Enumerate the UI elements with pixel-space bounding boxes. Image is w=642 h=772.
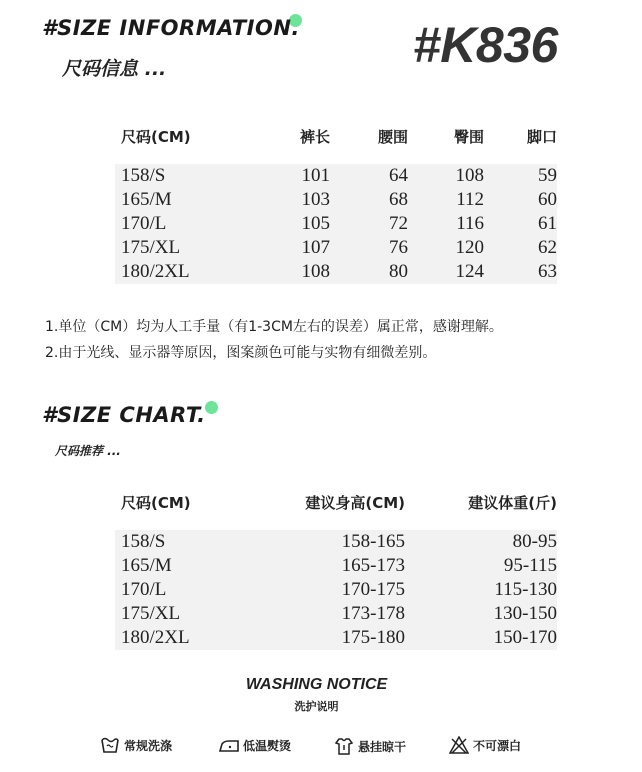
- size-information-subtitle: 尺码信息 ...: [62, 58, 167, 80]
- value-cell: 60: [484, 188, 557, 212]
- no-bleach-icon: [449, 736, 469, 754]
- table-row: [115, 602, 557, 626]
- value-cell: 62: [484, 236, 557, 260]
- care-label: 悬挂晾干: [358, 739, 407, 754]
- value-cell: 124: [408, 260, 484, 284]
- table-row: [115, 554, 557, 578]
- col-header: 尺码(CM): [121, 493, 191, 512]
- size-cell: 175/XL: [115, 236, 265, 260]
- col-header: 脚口: [526, 127, 557, 146]
- weight-cell: 150-170: [405, 626, 557, 650]
- value-cell: 80: [330, 260, 408, 284]
- recommend-table-header: [115, 490, 557, 514]
- value-cell: 72: [330, 212, 408, 236]
- care-item-no-bleach: [449, 736, 521, 754]
- value-cell: 68: [330, 188, 408, 212]
- weight-cell: 115-130: [405, 578, 557, 602]
- weight-cell: 95-115: [405, 554, 557, 578]
- table-row: [115, 188, 557, 212]
- height-cell: 173-178: [265, 602, 405, 626]
- care-item-iron: [219, 736, 291, 754]
- height-cell: 158-165: [265, 530, 405, 554]
- table-row: [115, 164, 557, 188]
- value-cell: 108: [408, 164, 484, 188]
- table-row: [115, 212, 557, 236]
- value-cell: 61: [484, 212, 557, 236]
- value-cell: 105: [265, 212, 330, 236]
- care-label: 不可漂白: [473, 738, 522, 753]
- care-label: 低温熨烫: [243, 738, 292, 753]
- value-cell: 120: [408, 236, 484, 260]
- size-cell: 170/L: [115, 212, 265, 236]
- size-cell: 180/2XL: [115, 260, 265, 284]
- value-cell: 103: [265, 188, 330, 212]
- value-cell: 76: [330, 236, 408, 260]
- value-cell: 59: [484, 164, 557, 188]
- weight-cell: 80-95: [405, 530, 557, 554]
- iron-icon: [219, 736, 239, 754]
- size-cell: 158/S: [115, 164, 265, 188]
- table-row: [115, 626, 557, 650]
- measurement-note: 1.单位（CM）均为人工手量（有1-3CM左右的误差）属正常，感谢理解。: [45, 319, 503, 335]
- value-cell: 112: [408, 188, 484, 212]
- size-table-header: [115, 124, 557, 148]
- size-information-title: #SIZE INFORMATION.: [42, 16, 300, 40]
- table-row: [115, 578, 557, 602]
- size-cell: 165/M: [115, 188, 265, 212]
- washing-notice-title: WASHING NOTICE: [245, 676, 388, 693]
- col-header: 建议体重(斤): [468, 493, 557, 512]
- value-cell: 108: [265, 260, 330, 284]
- wash-tub-icon: [100, 736, 120, 754]
- product-code: #K836: [413, 17, 558, 73]
- size-cell: 165/M: [115, 554, 265, 578]
- recommend-table: [115, 490, 557, 650]
- care-item-wash: [100, 736, 172, 754]
- size-table: [115, 124, 557, 284]
- size-chart-title: #SIZE CHART.: [42, 403, 206, 427]
- weight-cell: 130-150: [405, 602, 557, 626]
- table-row: [115, 260, 557, 284]
- size-cell: 175/XL: [115, 602, 265, 626]
- value-cell: 116: [408, 212, 484, 236]
- table-row: [115, 236, 557, 260]
- chart-title-accent-dot: [205, 401, 218, 414]
- table-row: [115, 530, 557, 554]
- height-cell: 165-173: [265, 554, 405, 578]
- care-label: 常规洗涤: [124, 738, 173, 753]
- hang-dry-icon: [334, 736, 354, 756]
- size-cell: 158/S: [115, 530, 265, 554]
- size-chart-subtitle: 尺码推荐 ...: [55, 444, 121, 458]
- color-note: 2.由于光线、显示器等原因，图案颜色可能与实物有细微差别。: [45, 345, 437, 361]
- col-header: 建议身高(CM): [305, 493, 405, 512]
- value-cell: 63: [484, 260, 557, 284]
- col-header: 臀围: [453, 127, 484, 146]
- value-cell: 64: [330, 164, 408, 188]
- size-cell: 180/2XL: [115, 626, 265, 650]
- washing-notice-subtitle: 洗护说明: [294, 700, 339, 713]
- care-item-hang-dry: [334, 736, 406, 756]
- height-cell: 175-180: [265, 626, 405, 650]
- col-header: 裤长: [299, 127, 330, 146]
- col-header: 尺码(CM): [121, 127, 191, 146]
- size-cell: 170/L: [115, 578, 265, 602]
- height-cell: 170-175: [265, 578, 405, 602]
- col-header: 腰围: [377, 127, 408, 146]
- value-cell: 101: [265, 164, 330, 188]
- value-cell: 107: [265, 236, 330, 260]
